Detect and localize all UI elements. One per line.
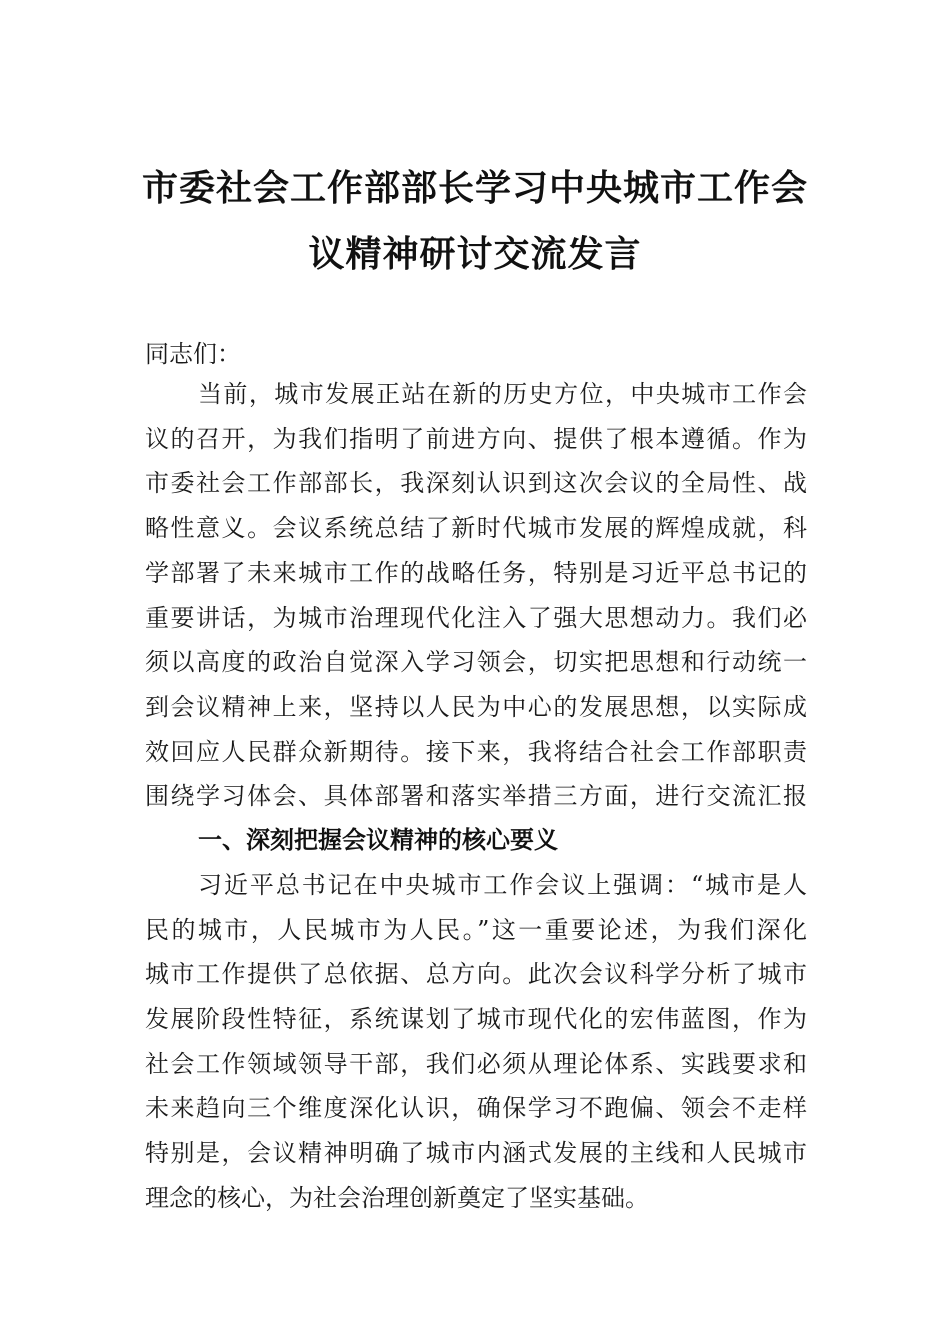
paragraph-1-line: 略性意义。会议系统总结了新时代城市发展的辉煌成就，科 xyxy=(145,514,807,542)
document-title-line-1: 市委社会工作部部长学习中央城市工作会 xyxy=(141,167,808,209)
paragraph-2-line: 发展阶段性特征，系统谋划了城市现代化的宏伟蓝图，作为 xyxy=(145,1005,807,1033)
paragraph-2-line: 习近平总书记在中央城市工作会议上强调：“城市是人 xyxy=(198,871,807,899)
paragraph-2-line: 社会工作领域领导干部，我们必须从理论体系、实践要求和 xyxy=(145,1050,807,1078)
section-heading: 一、深刻把握会议精神的核心要义 xyxy=(198,826,558,854)
paragraph-1-line: 效回应人民群众新期待。接下来，我将结合社会工作部职责 xyxy=(145,738,807,766)
greeting: 同志们： xyxy=(145,340,241,368)
paragraph-1-line: 议的召开，为我们指明了前进方向、提供了根本遵循。作为 xyxy=(145,425,807,453)
paragraph-1-line: 到会议精神上来，坚持以人民为中心的发展思想，以实际成 xyxy=(145,693,807,721)
paragraph-2-line: 特别是，会议精神明确了城市内涵式发展的主线和人民城市 xyxy=(145,1139,807,1167)
paragraph-1-line: 围绕学习体会、具体部署和落实举措三方面，进行交流汇报 xyxy=(145,782,807,810)
paragraph-1-line: 重要讲话，为城市治理现代化注入了强大思想动力。我们必 xyxy=(145,604,807,632)
paragraph-2-line: 城市工作提供了总依据、总方向。此次会议科学分析了城市 xyxy=(145,960,807,988)
paragraph-1-line: 市委社会工作部部长，我深刻认识到这次会议的全局性、战 xyxy=(145,469,807,497)
paragraph-1-line: 学部署了未来城市工作的战略任务，特别是习近平总书记的 xyxy=(145,559,807,587)
paragraph-1-line: 须以高度的政治自觉深入学习领会，切实把思想和行动统一 xyxy=(145,648,807,676)
document-title-line-2: 议精神研讨交流发言 xyxy=(308,233,642,275)
paragraph-2-line: 理念的核心，为社会治理创新奠定了坚实基础。 xyxy=(145,1184,649,1212)
paragraph-2-line: 未来趋向三个维度深化认识，确保学习不跑偏、领会不走样 xyxy=(145,1094,807,1122)
paragraph-2-line: 民的城市，人民城市为人民。”这一重要论述，为我们深化 xyxy=(145,916,807,944)
paragraph-1-line: 当前，城市发展正站在新的历史方位，中央城市工作会 xyxy=(198,380,807,408)
